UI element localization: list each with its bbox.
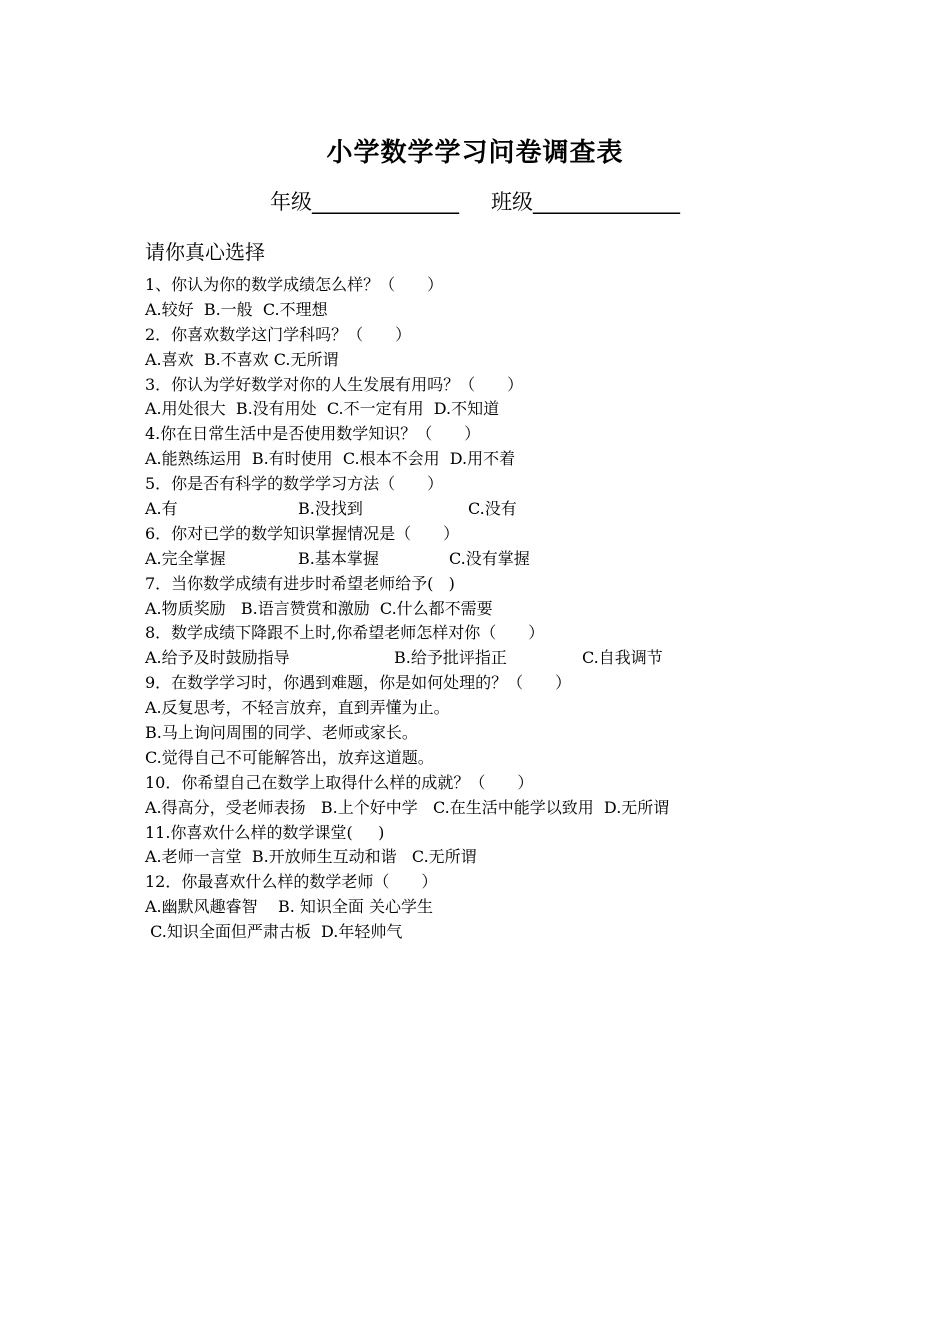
option-5c: C.没有: [468, 499, 517, 519]
option-6b: B.基本掌握: [298, 548, 379, 568]
options-9c: C.觉得自己不可能解答出，放弃这道题。: [145, 747, 434, 767]
section-heading: 请你真心选择: [145, 240, 265, 264]
question-9: 9．在数学学习时，你遇到难题，你是如何处理的？（ ）: [145, 673, 572, 693]
question-8: 8．数学成绩下降跟不上时,你希望老师怎样对你（ ）: [145, 623, 545, 643]
options-2: A.喜欢 B.不喜欢 C.无所谓: [145, 349, 339, 369]
option-8b: B.给予批评指正: [394, 648, 507, 668]
options-1: A.较好 B.一般 C.不理想: [145, 299, 328, 319]
option-5a: A.有: [145, 499, 178, 519]
question-6: 6．你对已学的数学知识掌握情况是（ ）: [145, 523, 460, 543]
options-9b: B.马上询问周围的同学、老师或家长。: [145, 723, 418, 743]
question-10: 10．你希望自己在数学上取得什么样的成就？（ ）: [145, 772, 534, 792]
option-8a: A.给予及时鼓励指导: [145, 648, 290, 668]
question-list: [145, 273, 905, 945]
option-5b: B.没找到: [298, 499, 363, 519]
question-12: 12．你最喜欢什么样的数学老师（ ）: [145, 872, 438, 892]
options-7: A.物质奖励 B.语言赞赏和激励 C.什么都不需要: [145, 598, 493, 618]
option-8c: C.自我调节: [582, 648, 663, 668]
question-4: 4.你在日常生活中是否使用数学知识？（ ）: [145, 424, 481, 444]
options-12a: A.幽默风趣睿智 B. 知识全面 关心学生: [145, 897, 434, 917]
document-title: 小学数学学习问卷调查表: [326, 138, 624, 168]
grade-blank: ______________: [312, 190, 459, 214]
options-3: A.用处很大 B.没有用处 C.不一定有用 D.不知道: [145, 399, 500, 419]
grade-class-row: [0, 186, 950, 216]
grade-label: 年级: [270, 190, 312, 214]
options-9a: A.反复思考，不轻言放弃，直到弄懂为止。: [145, 698, 450, 718]
options-8: [145, 646, 905, 671]
class-label: 班级: [491, 190, 533, 214]
options-11: A.老师一言堂 B.开放师生互动和谐 C.无所谓: [145, 847, 477, 867]
question-7: 7．当你数学成绩有进步时希望老师给予( ): [145, 573, 455, 593]
options-4: A.能熟练运用 B.有时使用 C.根本不会用 D.用不着: [145, 449, 516, 469]
options-5: [145, 497, 905, 522]
options-10: A.得高分，受老师表扬 B.上个好中学 C.在生活中能学以致用 D.无所谓: [145, 797, 670, 817]
option-6c: C.没有掌握: [449, 548, 530, 568]
options-6: [145, 547, 905, 572]
question-2: 2．你喜欢数学这门学科吗？（ ）: [145, 324, 412, 344]
question-5: 5．你是否有科学的数学学习方法（ ）: [145, 474, 444, 494]
option-6a: A.完全掌握: [145, 548, 226, 568]
question-1: 1、你认为你的数学成绩怎么样？（ ）: [145, 275, 444, 294]
options-12b: C.知识全面但严肃古板 D.年轻帅气: [145, 922, 403, 942]
class-blank: ______________: [533, 190, 680, 214]
question-11: 11.你喜欢什么样的数学课堂( ): [145, 822, 385, 842]
question-3: 3．你认为学好数学对你的人生发展有用吗？（ ）: [145, 374, 524, 394]
